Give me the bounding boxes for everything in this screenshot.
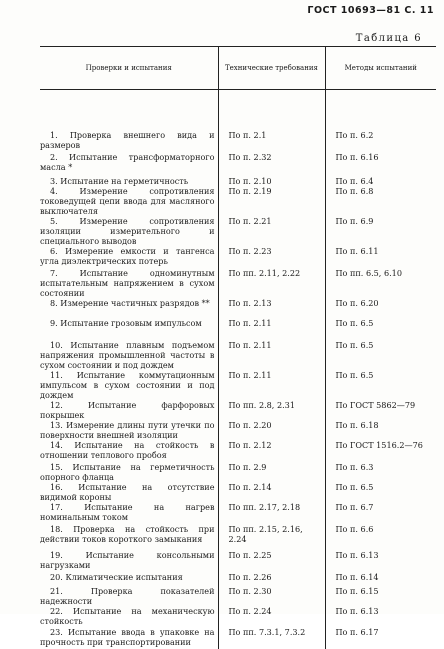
row-method: По ГОСТ 1516.2—76	[325, 440, 436, 462]
row-requirement: По п. 2.9	[218, 462, 325, 482]
row-test-name	[40, 420, 218, 440]
table-row	[40, 440, 436, 462]
row-test-name-text: 3. Испытание на герметичность	[50, 175, 189, 186]
table-row	[40, 462, 436, 482]
row-test-name	[40, 400, 218, 420]
row-test-name-text: 13. Измерение длины пути утечки по поверхности внешней изоляции	[40, 419, 215, 440]
row-test-name-text: 16. Испытание на отсутствие видимой короны	[40, 481, 215, 502]
row-test-name-text: 2. Испытание трансформаторного масла *	[40, 151, 215, 172]
row-requirement: По п. 2.32	[218, 152, 325, 176]
row-requirement: По п. 2.12	[218, 440, 325, 462]
row-test-name	[40, 550, 218, 572]
row-test-name-text: 8. Измерение частичных разрядов **	[50, 297, 210, 308]
row-method: По п. 6.5	[325, 318, 436, 340]
row-test-name	[40, 246, 218, 268]
row-requirement: По пп. 2.11, 2.22	[218, 268, 325, 298]
row-requirement: По п. 2.24	[218, 606, 325, 627]
row-test-name-text: 1. Проверка внешнего вида и размеров	[40, 130, 215, 150]
row-requirement: По п. 2.19	[218, 186, 325, 216]
row-requirement: По пп. 7.3.1, 7.3.2	[218, 627, 325, 649]
row-method: По пп. 6.5, 6.10	[325, 268, 436, 298]
table-row	[40, 186, 436, 216]
row-requirement: По п. 2.11	[218, 318, 325, 340]
row-test-name-text: 11. Испытание коммутационным импульсом в сухом состоянии и под дождем	[40, 369, 215, 400]
row-method: По п. 6.5	[325, 370, 436, 400]
table-row	[40, 90, 436, 152]
table-row	[40, 340, 436, 370]
row-requirement: По пп. 2.15, 2.16, 2.24	[218, 524, 325, 550]
row-test-name-text: 23. Испытание ввода в упаковке на прочность при транспортировании	[40, 626, 215, 647]
table-row	[40, 268, 436, 298]
row-test-name	[40, 370, 218, 400]
row-requirement: По п. 2.21	[218, 216, 325, 246]
tests-table	[40, 46, 436, 649]
row-test-name-text: 12. Испытание фарфоровых покрышек	[40, 399, 215, 420]
row-requirement: По п. 2.25	[218, 550, 325, 572]
row-test-name	[40, 318, 218, 340]
row-test-name-text: 19. Испытание консольными нагрузками	[40, 549, 215, 570]
row-test-name-text: 10. Испытание плавным подъемом напряжения промышленной частоты в сухом состоянии и под дождем	[40, 339, 215, 370]
row-test-name	[40, 502, 218, 524]
row-test-name	[40, 440, 218, 462]
row-method: По п. 6.13	[325, 550, 436, 572]
column-header-checks: Проверки и испытания	[40, 47, 218, 90]
row-method: По п. 6.15	[325, 586, 436, 606]
row-method: По п. 6.20	[325, 298, 436, 318]
row-requirement: По п. 2.14	[218, 482, 325, 502]
row-requirement: По п. 2.30	[218, 586, 325, 606]
table-row	[40, 176, 436, 186]
row-method: По п. 6.8	[325, 186, 436, 216]
table-row	[40, 550, 436, 572]
row-method: По п. 6.16	[325, 152, 436, 176]
row-test-name	[40, 482, 218, 502]
table-row	[40, 298, 436, 318]
row-method: По п. 6.14	[325, 572, 436, 586]
row-method: По п. 6.4	[325, 176, 436, 186]
row-method: По п. 6.7	[325, 502, 436, 524]
page-header: ГОСТ 10693—81 С. 11	[307, 5, 434, 16]
row-method: По п. 6.18	[325, 420, 436, 440]
row-test-name-text: 9. Испытание грозовым импульсом	[50, 317, 202, 328]
table-row	[40, 627, 436, 649]
row-method: По п. 6.9	[325, 216, 436, 246]
row-method: По п. 6.5	[325, 482, 436, 502]
row-test-name-text: 14. Испытание на стойкость в отношении теплового пробоя	[40, 439, 215, 460]
row-test-name-text: 17. Испытание на нагрев номинальным током	[40, 501, 215, 522]
row-test-name	[40, 627, 218, 649]
row-method: По п. 6.13	[325, 606, 436, 627]
row-test-name	[40, 298, 218, 318]
row-test-name-text: 5. Измерение сопротивления изоляции измерительного и специального выводов	[40, 215, 215, 246]
row-requirement: По пп. 2.8, 2.31	[218, 400, 325, 420]
row-requirement: По п. 2.11	[218, 370, 325, 400]
table-row	[40, 318, 436, 340]
row-test-name-text: 18. Проверка на стойкость при действии токов короткого замыкания	[40, 523, 215, 544]
row-test-name	[40, 152, 218, 176]
table-row	[40, 370, 436, 400]
row-test-name-text: 7. Испытание одноминутным испытательным напряжением в сухом состоянии	[40, 267, 215, 298]
table-row	[40, 400, 436, 420]
table-row	[40, 246, 436, 268]
row-method: По п. 6.11	[325, 246, 436, 268]
table-row	[40, 524, 436, 550]
row-test-name	[40, 586, 218, 606]
table-row	[40, 586, 436, 606]
row-test-name	[40, 606, 218, 627]
column-header-methods: Методы испытаний	[325, 47, 436, 90]
row-method: По п. 6.2	[325, 90, 436, 152]
row-requirement: По п. 2.10	[218, 176, 325, 186]
table-row	[40, 152, 436, 176]
row-test-name	[40, 572, 218, 586]
row-requirement: По пп. 2.17, 2.18	[218, 502, 325, 524]
row-requirement: По п. 2.11	[218, 340, 325, 370]
row-test-name	[40, 216, 218, 246]
row-method: По ГОСТ 5862—79	[325, 400, 436, 420]
table-header-row	[40, 47, 436, 90]
row-requirement: По п. 2.20	[218, 420, 325, 440]
table-row	[40, 216, 436, 246]
row-method: По п. 6.3	[325, 462, 436, 482]
row-test-name-text: 21. Проверка показателей надежности	[40, 585, 215, 606]
row-test-name-text: 4. Измерение сопротивления токоведущей цепи ввода для масляного выключателя	[40, 185, 215, 216]
row-requirement: По п. 2.26	[218, 572, 325, 586]
row-test-name-text: 15. Испытание на герметичность опорного фланца	[40, 461, 215, 482]
row-method: По п. 6.17	[325, 627, 436, 649]
table-row	[40, 606, 436, 627]
row-method: По п. 6.5	[325, 340, 436, 370]
table-row	[40, 420, 436, 440]
table-row	[40, 482, 436, 502]
column-header-requirements: Технические требования	[218, 47, 325, 90]
table-row	[40, 572, 436, 586]
row-test-name-text: 6. Измерение емкости и тангенса угла диэлектрических потерь	[40, 245, 215, 266]
row-requirement: По п. 2.13	[218, 298, 325, 318]
table-row	[40, 502, 436, 524]
table-label: Таблица 6	[355, 33, 422, 44]
row-test-name	[40, 176, 218, 186]
row-requirement: По п. 2.1	[218, 90, 325, 152]
row-test-name	[40, 268, 218, 298]
row-method: По п. 6.6	[325, 524, 436, 550]
row-requirement: По п. 2.23	[218, 246, 325, 268]
row-test-name	[40, 186, 218, 216]
row-test-name	[40, 90, 218, 152]
row-test-name-text: 20. Климатические испытания	[50, 571, 183, 582]
row-test-name-text: 22. Испытание на механическую стойкость	[40, 605, 215, 626]
row-test-name	[40, 524, 218, 550]
row-test-name	[40, 462, 218, 482]
row-test-name	[40, 340, 218, 370]
